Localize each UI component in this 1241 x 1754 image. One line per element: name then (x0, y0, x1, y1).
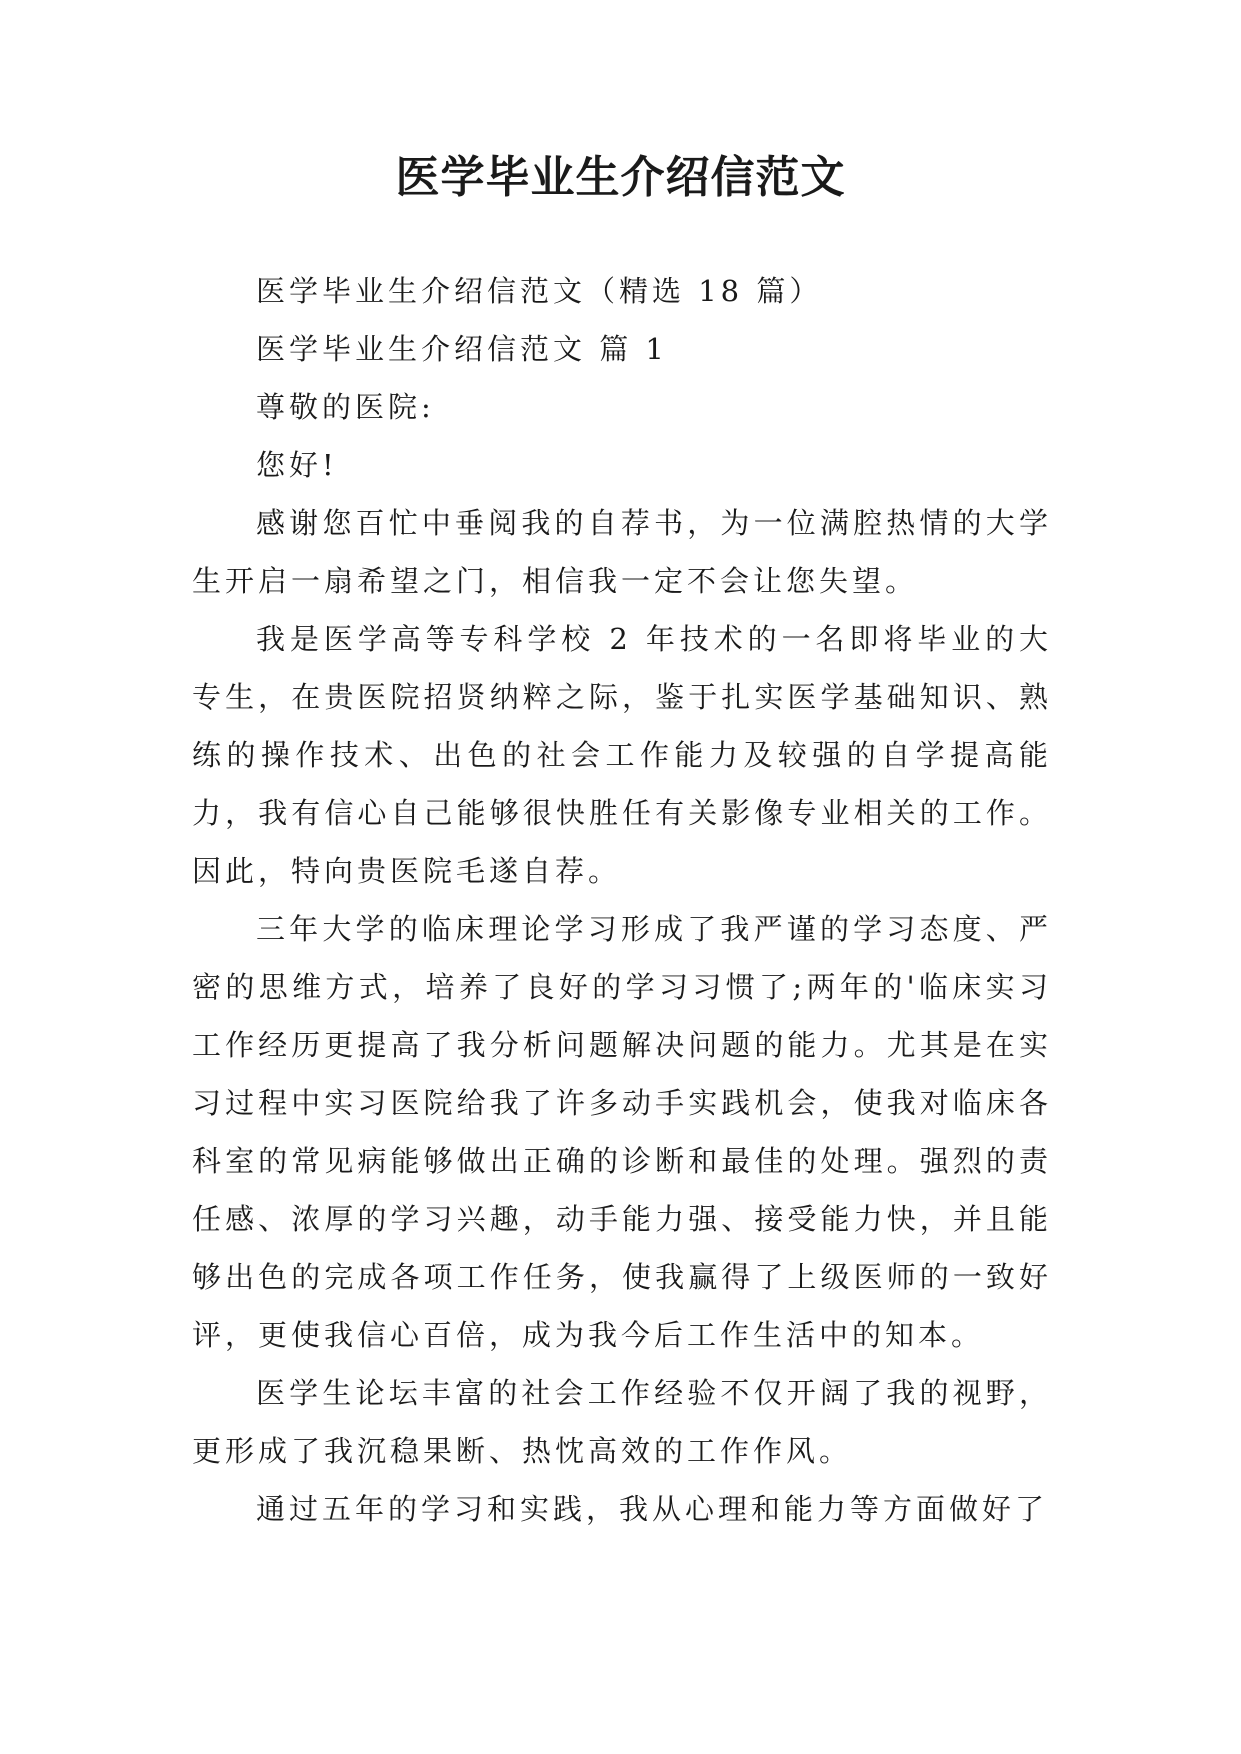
subtitle-line: 医学毕业生介绍信范文（精选 18 篇） (256, 274, 823, 308)
body-paragraph: 通过五年的学习和实践，我从心理和能力等方面做好了 (256, 1492, 1049, 1526)
salutation: 尊敬的医院: (256, 390, 435, 424)
body-paragraph: 感谢您百忙中垂阅我的自荐书，为一位满腔热情的大学生开启一扇希望之门，相信我一定不会让您失望。 (192, 506, 1052, 598)
section-heading: 医学毕业生介绍信范文 篇 1 (256, 332, 668, 366)
greeting: 您好! (256, 448, 338, 482)
body-paragraph: 三年大学的临床理论学习形成了我严谨的学习态度、严密的思维方式，培养了良好的学习习惯了;两年的'临床实习工作经历更提高了我分析问题解决问题的能力。尤其是在实习过程中实习医院给我了许多动手实践机会，使我对临床各科室的常见病能够做出正确的诊断和最佳的处理。强烈的责任感、浓厚的学习兴趣，动手能力强、接受能力快，并且能够出色的完成各项工作任务，使我赢得了上级医师的一致好评，更使我信心百倍，成为我今后工作生活中的知本。 (192, 912, 1052, 1352)
body-paragraph: 医学生论坛丰富的社会工作经验不仅开阔了我的视野，更形成了我沉稳果断、热忱高效的工作作风。 (192, 1376, 1052, 1468)
document-body (192, 262, 1052, 1538)
body-paragraph: 我是医学高等专科学校 2 年技术的一名即将毕业的大专生，在贵医院招贤纳粹之际，鉴于扎实医学基础知识、熟练的操作技术、出色的社会工作能力及较强的自学提高能力，我有信心自己能够很快胜任有关影像专业相关的工作。因此，特向贵医院毛遂自荐。 (192, 622, 1052, 888)
document-title: 医学毕业生介绍信范文 (395, 152, 846, 203)
